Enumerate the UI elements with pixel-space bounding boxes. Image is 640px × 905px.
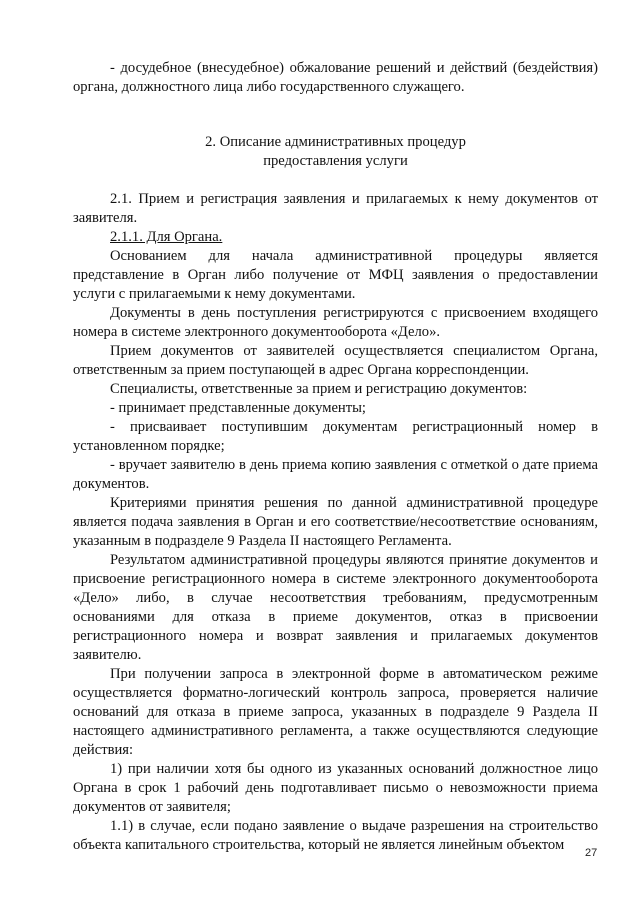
page-number: 27	[585, 847, 598, 859]
paragraph-rezultat: Результатом административной процедуры являются принятие документов и присвоение регистрационного номера в системе электронного документооборота «Дело» либо, в случае несоответствия требованиям, предусмотренным основаниями для отказа в приеме документов, отказ в присвоении регистрационного номера и возврат заявления и прилагаемых документов заявителю.	[73, 552, 598, 663]
list-item-vruchaet: - вручает заявителю в день приема копию заявления с отметкой о дате приема документов.	[73, 457, 598, 492]
paragraph-priem: Прием документов от заявителей осуществляется специалистом Органа, ответственным за прием поступающей в адрес Органа корреспонденции.	[73, 343, 598, 378]
subsection-2-1-1-heading: 2.1.1. Для Органа.	[110, 229, 223, 245]
section-title-line1: 2. Описание административных процедур	[205, 134, 466, 150]
paragraph-osnovaniem: Основанием для начала административной процедуры является представление в Орган либо получение от МФЦ заявления о предоставлении услуги с прилагаемыми к нему документами.	[73, 248, 598, 302]
paragraph-specialisty: Специалисты, ответственные за прием и регистрацию документов:	[110, 381, 528, 397]
subsection-2-1-1-wrap	[73, 228, 598, 247]
paragraph-1: 1) при наличии хотя бы одного из указанных оснований должностное лицо Органа в срок 1 рабочий день подготавливает письмо о невозможности приема документов от заявителя;	[73, 761, 598, 815]
paragraph-kriterii: Критериями принятия решения по данной административной процедуре является подача заявления в Орган и его соответствие/несоответствие основаниям, указанным в подразделе 9 Раздела II настоящего Регламента.	[73, 495, 598, 549]
intro-paragraph: - досудебное (внесудебное) обжалование решений и действий (бездействия) органа, должностного лица либо государственного служащего.	[73, 60, 598, 95]
paragraph-1-1: 1.1) в случае, если подано заявление о выдаче разрешения на строительство объекта капитального строительства, который не является линейным объектом	[73, 818, 598, 853]
section-title-line2: предоставления услуги	[263, 153, 408, 169]
paragraph-pri-poluchenii: При получении запроса в электронной форме в автоматическом режиме осуществляется форматно-логический контроль запроса, проверяется наличие оснований для отказа в приеме запроса, указанных в подразделе 9 Раздела II настоящего административного регламента, а также осуществляются следующие действия:	[73, 666, 598, 758]
list-item-prinimaet: - принимает представленные документы;	[110, 400, 366, 416]
paragraph-2-1: 2.1. Прием и регистрация заявления и прилагаемых к нему документов от заявителя.	[73, 191, 598, 226]
paragraph-dokumenty: Документы в день поступления регистрируются с присвоением входящего номера в системе электронного документооборота «Дело».	[73, 305, 598, 340]
list-item-prisvaivaet: - присваивает поступившим документам регистрационный номер в установленном порядке;	[73, 419, 598, 454]
